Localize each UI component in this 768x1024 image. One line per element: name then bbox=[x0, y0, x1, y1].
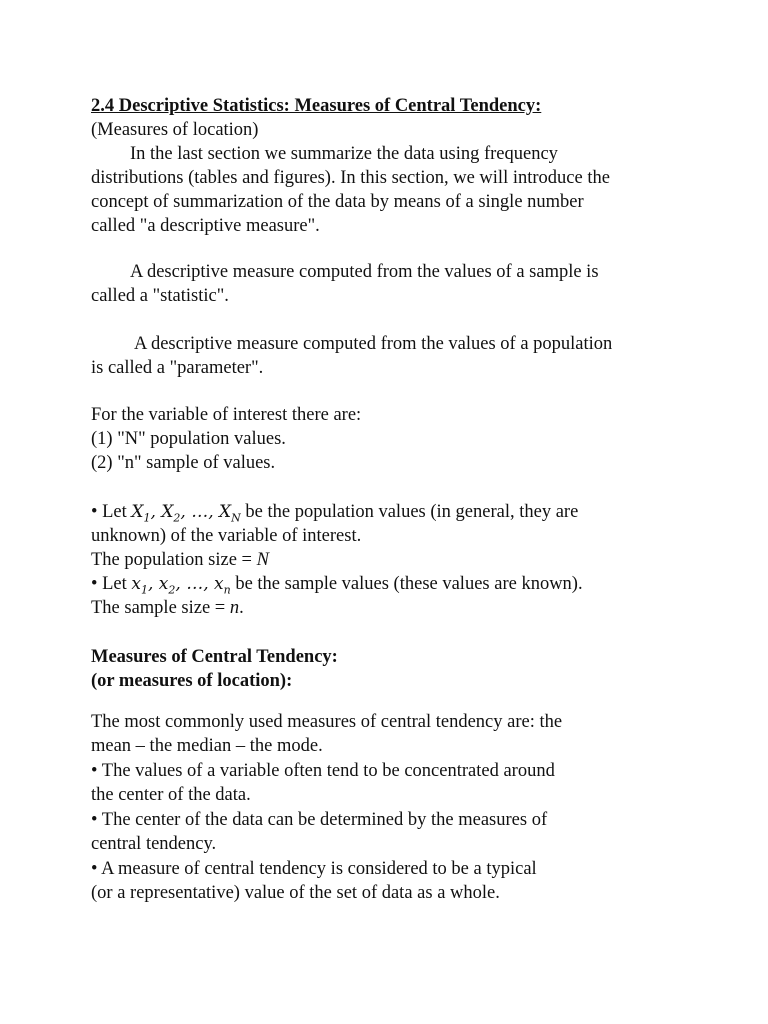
variable-intro: For the variable of interest there are: bbox=[91, 405, 362, 425]
intro-line: called "a descriptive measure". bbox=[91, 216, 320, 236]
parameter-definition: is called a "parameter". bbox=[91, 358, 264, 378]
population-values-formula: $X_1$, $X_2$, …, $X_N$ bbox=[131, 502, 241, 525]
intro-line: In the last section we summarize the data using frequency bbox=[130, 144, 558, 164]
central-bullet: • A measure of central tendency is considered to be a typical bbox=[91, 859, 537, 879]
central-body-line: mean – the median – the mode. bbox=[91, 736, 323, 756]
statistic-definition: called a "statistic". bbox=[91, 286, 229, 306]
sample-values-formula: $x_1$, $x_2$, …, $x_n$ bbox=[131, 574, 231, 597]
section-subtitle: (Measures of location) bbox=[91, 120, 259, 140]
parameter-definition: A descriptive measure computed from the values of a population bbox=[134, 334, 613, 354]
sample-size: The sample size = n. bbox=[91, 598, 244, 618]
intro-line: concept of summarization of the data by means of a single number bbox=[91, 192, 584, 212]
sample-count-item: (2) "n" sample of values. bbox=[91, 453, 276, 473]
population-size: The population size = N bbox=[91, 550, 269, 570]
sample-values-bullet: • Let $x_1$, $x_2$, …, $x_n$ be the sample values (these values are known). bbox=[91, 574, 583, 597]
central-bullet: • The values of a variable often tend to be concentrated around bbox=[91, 761, 555, 781]
central-tendency-heading: Measures of Central Tendency: bbox=[91, 647, 338, 667]
section-title: 2.4 Descriptive Statistics: Measures of Central Tendency: bbox=[91, 96, 542, 116]
central-bullet-cont: central tendency. bbox=[91, 834, 217, 854]
central-bullet: • The center of the data can be determined by the measures of bbox=[91, 810, 548, 830]
intro-line: distributions (tables and figures). In this section, we will introduce the bbox=[91, 168, 610, 188]
statistic-definition: A descriptive measure computed from the values of a sample is bbox=[130, 262, 599, 282]
central-bullet-cont: (or a representative) value of the set of data as a whole. bbox=[91, 883, 500, 903]
central-bullet-cont: the center of the data. bbox=[91, 785, 251, 805]
population-count-item: (1) "N" population values. bbox=[91, 429, 286, 449]
population-values-bullet-cont: unknown) of the variable of interest. bbox=[91, 526, 362, 546]
population-values-bullet: • Let $X_1$, $X_2$, …, $X_N$ be the population values (in general, they are bbox=[91, 502, 579, 525]
central-tendency-subheading: (or measures of location): bbox=[91, 671, 293, 691]
central-body-line: The most commonly used measures of central tendency are: the bbox=[91, 712, 563, 732]
